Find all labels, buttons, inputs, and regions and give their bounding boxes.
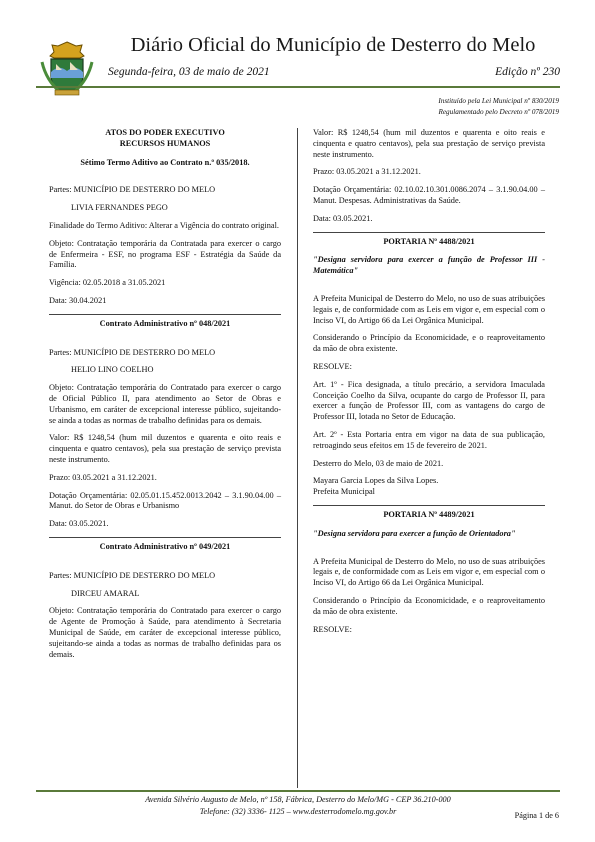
signature-role: Prefeita Municipal	[313, 487, 375, 497]
paragraph: Valor: R$ 1248,54 (hum mil duzentos e quarenta e oito reais e cinquenta e quatro centavos), pela sua prestação de serviço prevista neste instrumento.	[313, 128, 545, 159]
footer-contact: Telefone: (32) 3336- 1125 – www.desterrodomelo.mg.gov.br	[199, 807, 397, 816]
footer-rule	[36, 790, 560, 792]
paragraph: Considerando o Princípio da Economicidade, e o reaproveitamento da mão de obra existente.	[313, 595, 545, 616]
signature-name: Mayara Garcia Lopes da Silva Lopes.	[313, 476, 439, 486]
right-column	[313, 128, 545, 642]
ordinance-subject: "Designa servidora para exercer a função de Orientadora"	[313, 528, 516, 538]
contract-title: Contrato Administrativo nº 048/2021	[49, 314, 281, 338]
paragraph: Dotação Orçamentária: 02.05.01.15.452.0013.2042 – 3.1.90.04.00 – Manut. do Setor de Obras e Urbanismo	[49, 490, 281, 511]
paragraph: Valor: R$ 1248,54 (hum mil duzentos e quarenta e oito reais e cinquenta e quatro centavos), pela sua prestação de serviço prevista neste instrumento.	[49, 433, 281, 464]
paragraph: Desterro do Melo, 03 de maio de 2021.	[313, 458, 444, 468]
paragraph: RESOLVE:	[313, 624, 352, 634]
parties-line: Partes: MUNICÍPIO DE DESTERRO DO MELO	[49, 185, 216, 195]
column-divider	[297, 128, 298, 788]
parties-line: Partes: MUNICÍPIO DE DESTERRO DO MELO	[49, 570, 216, 580]
gazette-title: Diário Oficial do Município de Desterro do Melo	[130, 34, 536, 56]
contractor-name: HELIO LINO COELHO	[71, 365, 154, 375]
legal-note-law: Instituído pela Lei Municipal nº 830/2019	[438, 97, 559, 105]
paragraph: Data: 03.05.2021.	[49, 519, 109, 529]
edition-number: Edição nº 230	[495, 66, 560, 78]
footer-address: Avenida Silvério Augusto de Melo, nº 158, Fábrica, Desterro do Melo/MG - CEP 36.210-000	[145, 795, 451, 804]
paragraph: Finalidade do Termo Aditivo: Alterar a Vigência do contrato original.	[49, 220, 279, 230]
paragraph: Art. 1º - Fica designada, a título precário, a servidora Imaculada Conceição Coelho da Silva, ocupante do cargo de Professor II, para exercer a função de Professor III, com as vantagens do cargo de Professor III, lotada no Setor de Educação.	[313, 379, 545, 422]
paragraph: Objeto: Contratação temporária da Contratada para exercer o cargo de Enfermeira - ESF, no programa ESF - Estratégia da Saúde da Família.	[49, 238, 281, 270]
issue-date: Segunda-feira, 03 de maio de 2021	[108, 66, 270, 78]
paragraph: RESOLVE:	[313, 361, 352, 371]
paragraph: Data: 30.04.2021	[49, 295, 107, 305]
contract-amendment-title: Sétimo Termo Aditivo ao Contrato n.º 035/2018.	[80, 157, 250, 167]
paragraph: Data: 03.05.2021.	[313, 213, 373, 223]
page-number: Página 1 de 6	[514, 811, 559, 820]
section-heading	[49, 128, 281, 158]
left-column	[49, 128, 281, 667]
paragraph: A Prefeita Municipal de Desterro do Melo, no uso de suas atribuições legais e, de conformidade com as Leis em vigor e, em especial com o Inciso VI, do Artigo 66 da Lei Orgânica Municipal.	[313, 556, 545, 588]
paragraph: Objeto: Contratação temporária do Contratado para exercer o cargo de Agente de Promoção à Saúde, para atendimento à Secretaria Municipal de Saúde, em caráter de excepcional interesse público, sujeitando-se ainda a todas as normas de trabalho definidas para os demais.	[49, 606, 281, 659]
section-title: ATOS DO PODER EXECUTIVO	[105, 128, 225, 137]
paragraph: A Prefeita Municipal de Desterro do Melo, no uso de suas atribuições legais e, de conformidade com as Leis em vigor e, em especial com o Inciso VI, do Artigo 66 da Lei Orgânica Municipal.	[313, 293, 545, 325]
masthead	[36, 30, 560, 100]
contractor-name: DIRCEU AMARAL	[71, 588, 140, 598]
contractor-name: LIVIA FERNANDES PEGO	[71, 203, 168, 213]
paragraph: Vigência: 02.05.2018 a 31.05.2021	[49, 278, 166, 288]
paragraph: Considerando o Princípio da Economicidade, e o reaproveitamento da mão de obra existente.	[313, 333, 545, 354]
paragraph: Prazo: 03.05.2021 a 31.12.2021.	[49, 472, 157, 482]
paragraph: Prazo: 03.05.2021 a 31.12.2021.	[313, 167, 421, 177]
legal-note-decree: Regulamentado pelo Decreto nº 078/2019	[438, 108, 559, 116]
paragraph: Dotação Orçamentária: 02.10.02.10.301.0086.2074 – 3.1.90.04.00 – Manut. Despesas. Administrativas da Saúde.	[313, 185, 545, 205]
paragraph: Art. 2º - Esta Portaria entra em vigor na data de sua publicação, retroagindo seus efeitos em 15 de fevereiro de 2021.	[313, 429, 545, 450]
municipal-coat-of-arms-icon	[36, 36, 98, 98]
ordinance-title: PORTARIA Nº 4488/2021	[313, 232, 545, 256]
parties-line: Partes: MUNICÍPIO DE DESTERRO DO MELO	[49, 347, 216, 357]
ordinance-subject: "Designa servidora para exercer a função de Professor III - Matemática"	[313, 255, 545, 276]
ordinance-title: PORTARIA Nº 4489/2021	[313, 505, 545, 529]
section-subtitle: RECURSOS HUMANOS	[119, 138, 211, 148]
contract-title: Contrato Administrativo nº 049/2021	[49, 537, 281, 561]
paragraph: Objeto: Contratação temporária do Contratado para exercer o cargo de Oficial Público II, para atendimento ao Setor de Obras e Urbanismo, em caráter de excepcional interesse público, sujeitando-se ainda a todas as normas de trabalho definidas para os demais.	[49, 383, 281, 425]
header-rule	[36, 86, 560, 88]
